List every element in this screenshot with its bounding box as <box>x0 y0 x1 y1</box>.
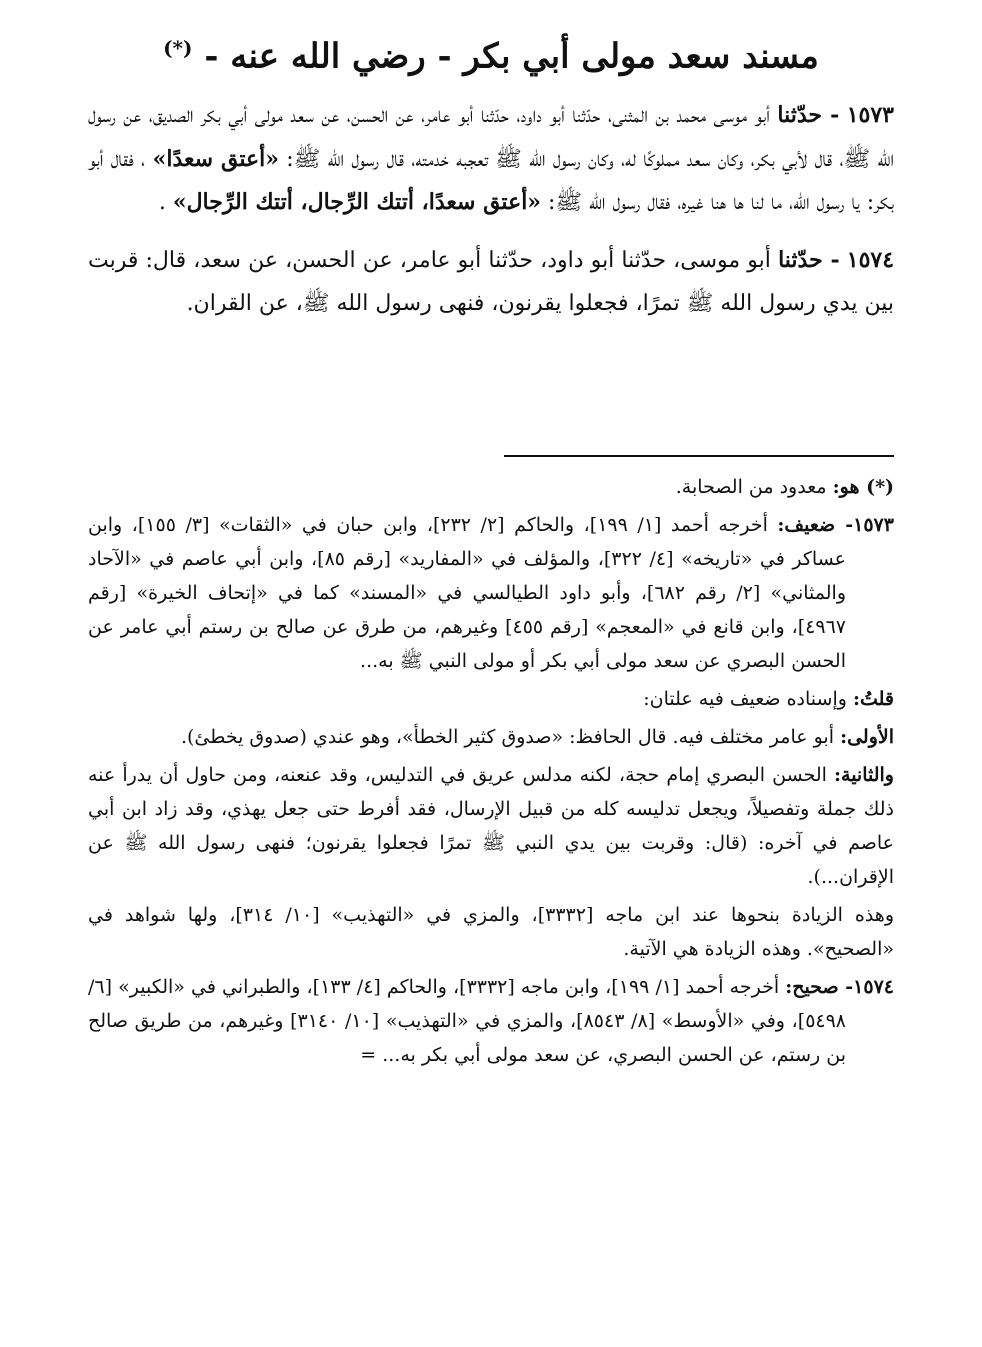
footnote-addition <box>88 898 894 966</box>
title-text: مسند سعد مولى أبي بكر - رضي الله عنه - <box>204 36 819 77</box>
footnote-text: الحسن البصري إمام حجة، لكنه مدلس عريق في التدليس، وقد عنعنه، ومن حاول أن يدرأ عنه ذلك جملة وتفصيلاً، ويجعل تدليسه كله من قبيل الإرسال، فقد أفرط حتى جعل يهذي، وقد زاد ابن أبي عاصم في آخره: (قال: وقربت بين يدي النبي ﷺ تمرًا فجعلوا يقرنون؛ فنهى رسول الله ﷺ عن الإقران...). <box>88 764 894 888</box>
footnote-text: وإسناده ضعيف فيه علتان: <box>643 688 847 710</box>
hadith-1574 <box>88 239 894 326</box>
hadith-quote: «أعتق سعدًا» <box>152 145 279 172</box>
footnote-label: الأولى: <box>840 726 894 748</box>
hadith-number: ١٥٧٤ <box>846 246 895 273</box>
hadith-body: أبو موسى محمد بن المثنى، حدّثنا أبو داود، حدّثنا أبو عامر، عن الحسن، عن سعد مولى أبي بكر الصديق، عن رسول الله ﷺ، قال لأبي بكر، وكان سعد مملوكًا له، وكان رسول الله ﷺ تعجبه خدمته، قال رسول الله ﷺ: <box>88 103 894 172</box>
footnote-star <box>88 470 894 504</box>
footnote-label: قلتُ: <box>852 688 894 710</box>
footnote-text: أبو عامر مختلف فيه. قال الحافظ: «صدوق كثير الخطأ»، وهو عندي (صدوق يخطئ). <box>180 726 835 748</box>
footnote-label: (*) هو: <box>832 476 894 498</box>
footnote-text: أخرجه أحمد [١/ ١٩٩]، وابن ماجه [٣٣٣٢]، والحاكم [٤/ ١٣٣]، والطبراني في «الكبير» [٦/ ٥٤٩٨]، وفي «الأوسط» [٨/ ٨٥٤٣]، والمزي في «التهذيب» [١٠/ ٣١٤٠] وغيرهم، من طريق صالح بن رستم، عن الحسن البصري، عن سعد مولى أبي بكر به... = <box>88 976 847 1066</box>
hadith-body: أبو موسى، حدّثنا أبو داود، حدّثنا أبو عامر، عن الحسن، عن سعد، قال: قربت بين يدي رسول الله ﷺ تمرًا، فجعلوا يقرنون، فنهى رسول الله ﷺ، عن القران. <box>88 247 894 316</box>
footnote-label: ١٥٧٣- ضعيف: <box>777 514 894 536</box>
hadith-text-block <box>88 94 894 340</box>
footnote-first-defect <box>88 720 894 754</box>
hadith-number: ١٥٧٣ <box>846 102 894 128</box>
footnote-1573 <box>88 508 894 678</box>
footnote-1574 <box>88 970 894 1072</box>
hadith-1573 <box>88 94 894 225</box>
hadith-body-continued: ، فقال أبو بكر: يا رسول الله، ما لنا ها هنا غيره، فقال رسول الله ﷺ: <box>88 146 894 215</box>
footnote-label: والثانية: <box>834 764 894 786</box>
footnote-divider <box>504 455 894 457</box>
page-title <box>60 22 922 82</box>
footnote-label: ١٥٧٤- صحيح: <box>785 976 894 998</box>
footnote-text: وهذه الزيادة بنحوها عند ابن ماجه [٣٣٣٢]، والمزي في «التهذيب» [١٠/ ٣١٤]، ولها شواهد في «الصحيح». وهذه الزيادة هي الآتية. <box>88 904 894 960</box>
hadith-lead: - حدّثنا <box>778 246 840 273</box>
footnotes-block <box>88 470 894 1076</box>
title-footnote-marker: (*) <box>163 36 193 60</box>
hadith-lead: - حدّثنا <box>777 102 840 128</box>
footnote-second-defect <box>88 758 894 894</box>
footnote-text: أخرجه أحمد [١/ ١٩٩]، والحاكم [٢/ ٢٣٢]، وابن حبان في «الثقات» [٣/ ١٥٥]، وابن عساكر في «تاريخه» [٤/ ٣٢٢]، والمؤلف في «المفاريد» [رقم ٨٥]، وابن أبي عاصم في «الآحاد والمثاني» [٢/ رقم ٦٨٢]، وأبو داود الطيالسي في «المسند» كما في «إتحاف الخيرة» [رقم ٤٩٦٧]، وابن قانع في «المعجم» [رقم ٤٥٥] وغيرهم، من طرق عن صالح بن رستم أبي عامر عن الحسن البصري عن سعد مولى أبي بكر أو مولى النبي ﷺ به... <box>88 514 847 672</box>
hadith-end-mark: . <box>158 190 166 215</box>
footnote-text: معدود من الصحابة. <box>675 476 827 498</box>
hadith-quote-final: «أعتق سعدًا، أتتك الرِّجال، أتتك الرِّجال» <box>172 189 542 215</box>
footnote-qult <box>88 682 894 716</box>
